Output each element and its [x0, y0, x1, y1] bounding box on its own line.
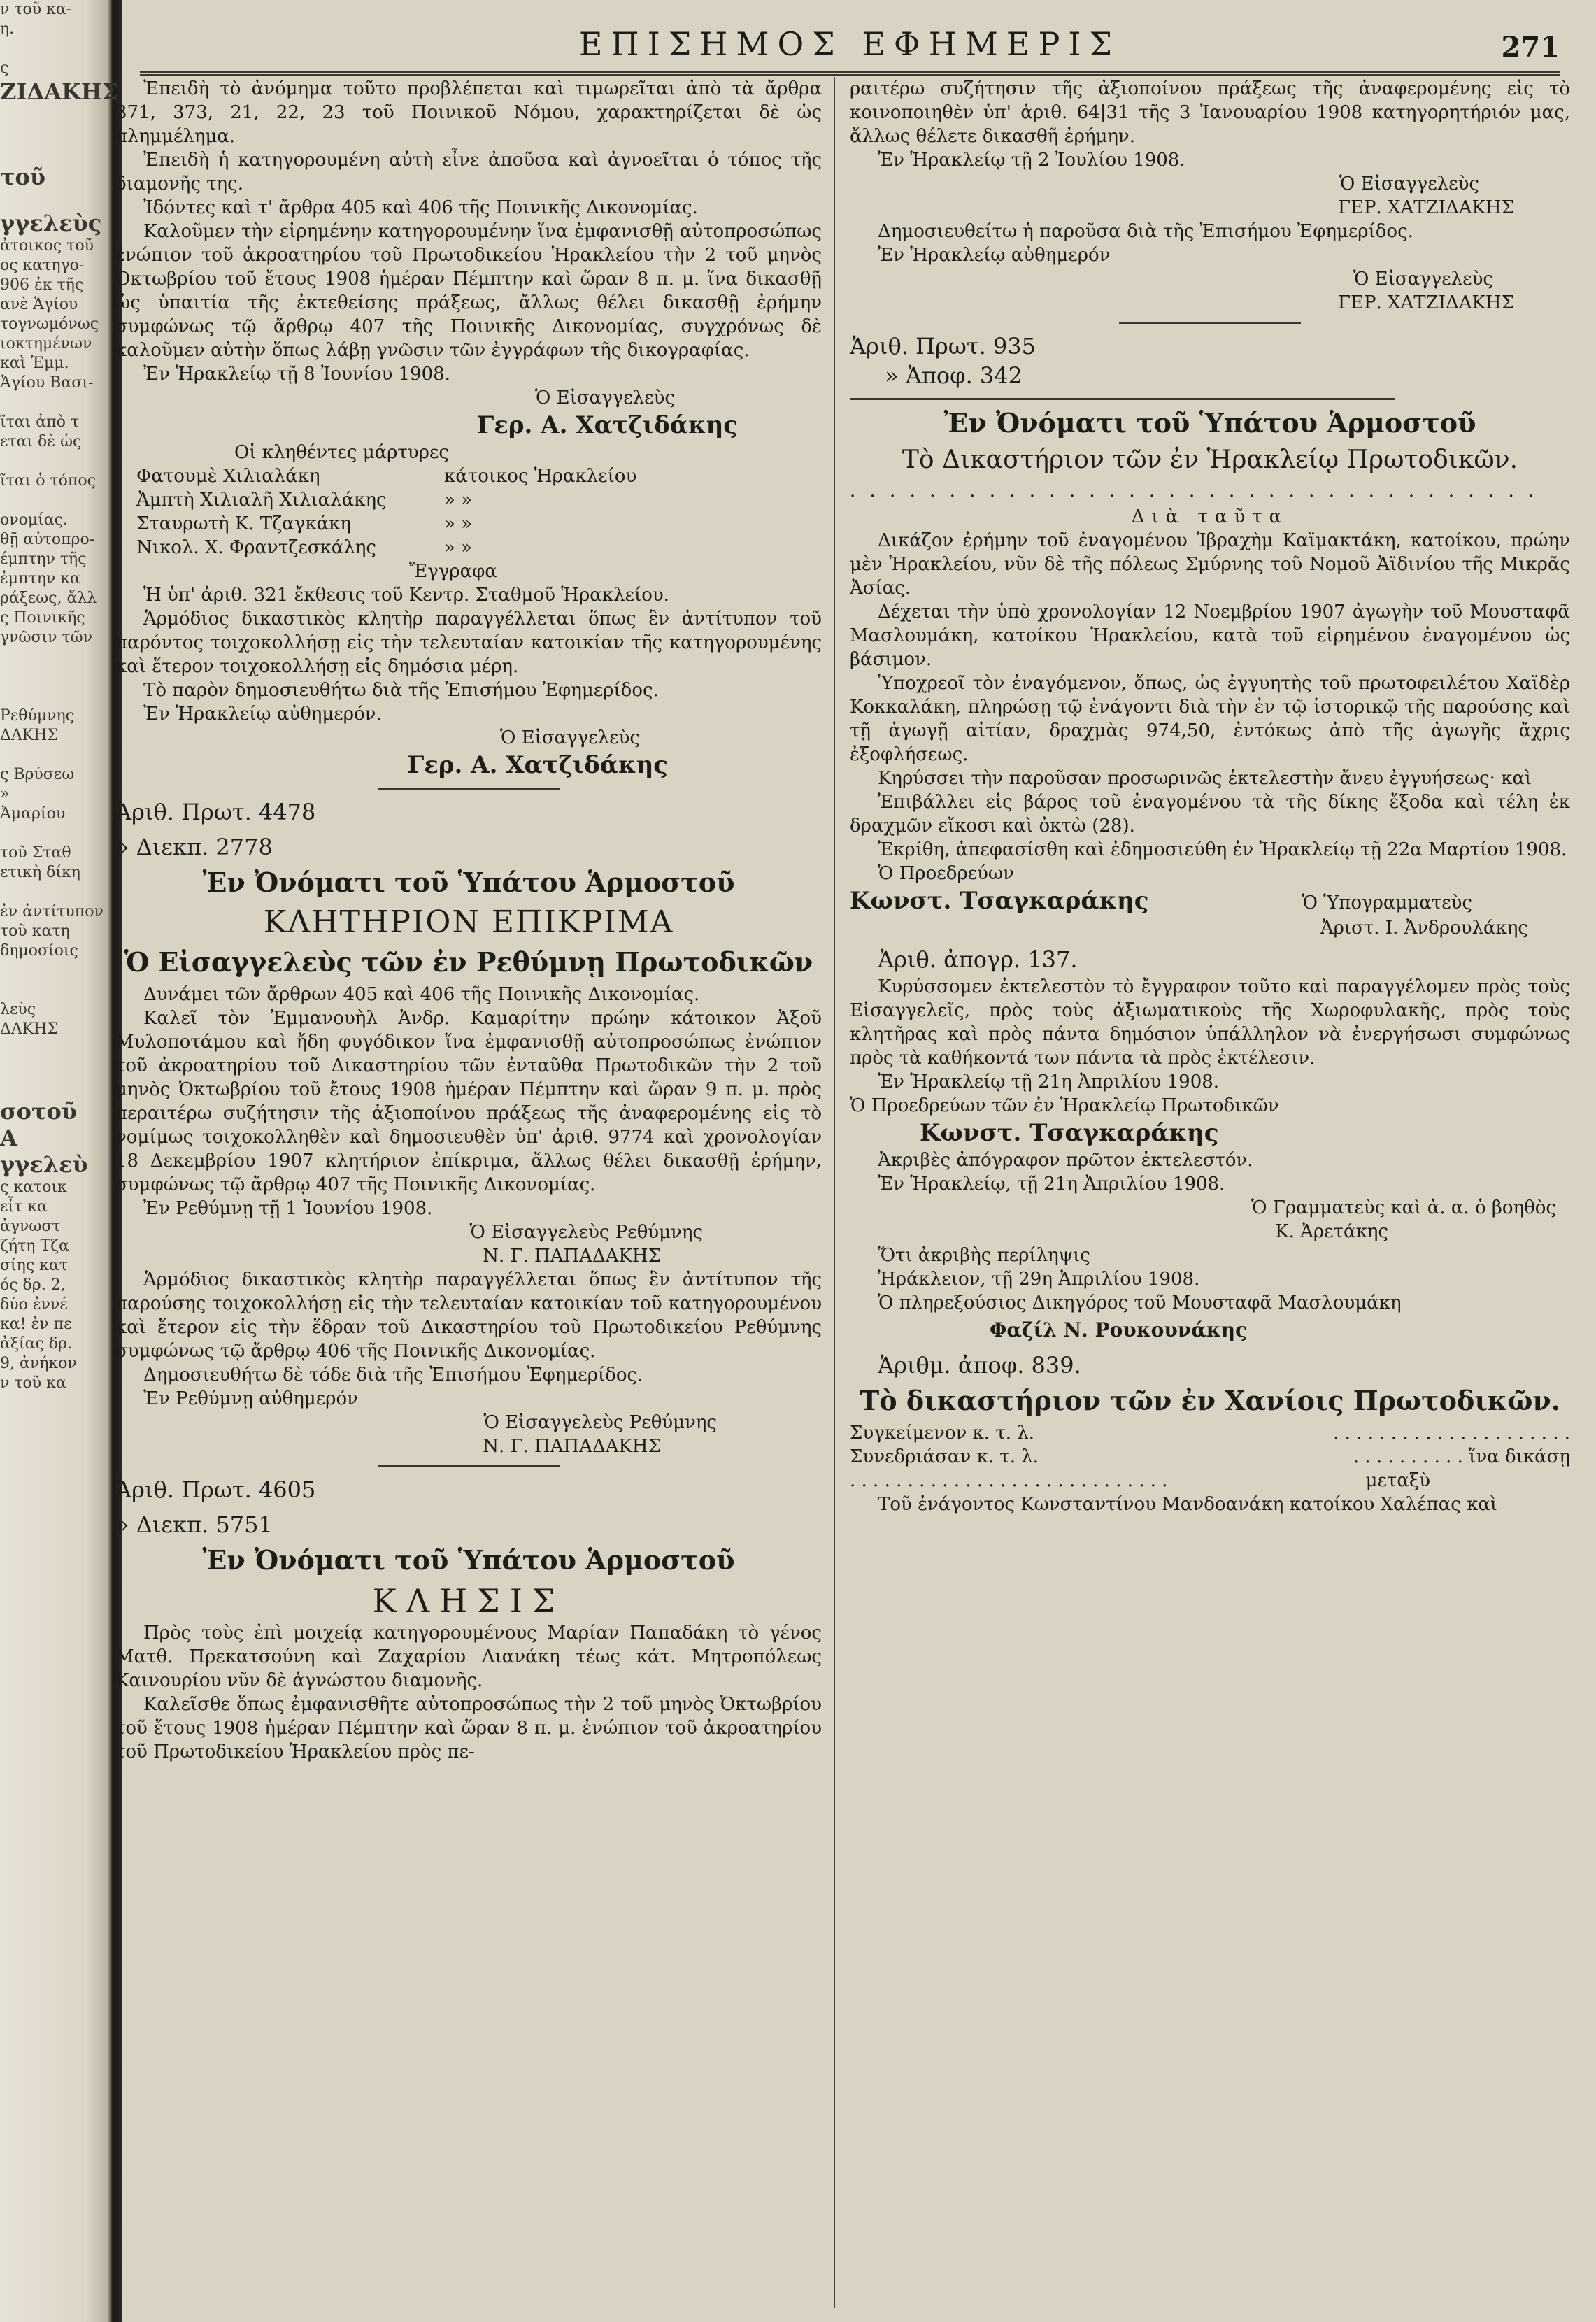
enforcement-number: Ἀριθ. ἀπογρ. 137. [878, 946, 1078, 973]
spine-text-fragment: ζήτη Τζα [0, 1237, 69, 1255]
section-heading: Ἐν Ὀνόματι τοῦ Ὑπάτου Ἁρμοστοῦ [202, 867, 735, 898]
signatory-role: Ὁ Εἰσαγγελεὺς [500, 727, 640, 748]
section-title: ΚΛΗΣΙΣ [372, 1582, 565, 1620]
spine-text-fragment: ἐμπτην κα [0, 570, 80, 587]
paragraph: Καλεῖ τὸν Ἐμμανουὴλ Ἀνδρ. Καμαρίτην πρώην κάτοικον Ἀξοῦ Μυλοποτάμου καὶ ἤδη φυγόδικον ἵνα ἐμφανισθῇ αὐτοπροσώπως ἐνώπιον τοῦ ἀκροατηρίου τοῦ Δικαστηρίου τῶν ἐνταῦθα Πρωτοδικῶν τὴν 2 τοῦ μηνὸς Ὀκτωβρίου τοῦ ἔτους 1908 ἡμέραν Πέμπτην καὶ ὥραν 9 π. μ. πρὸς περαιτέρω συζήτησιν τῆς ἀξιοποίνου πράξεως τῆς ἀναφερομένης εἰς τὸ νομίμως τοιχοκολληθὲν καὶ δημοσιευθὲν ὑπ' ἀριθ. 9774 καὶ χρονολογίαν 18 Δεκεμβρίου 1907 κλητήριον ἐπίκριμα, ἄλλως θέλει δικασθῇ ἐρήμην, συμφώνως τῷ ἄρθρῳ 407 τῆς Ποινικῆς Δικονομίας. [115, 1008, 822, 1195]
signature: Κωνστ. Τσαγκαράκης [850, 887, 1149, 915]
spine-text-fragment [0, 393, 122, 413]
spine-text-fragment: ράξεως, ἄλλ [0, 590, 97, 607]
paragraph: Ἐπειδὴ ἡ κατηγορουμένη αὐτὴ εἶνε ἀποῦσα καὶ ἀγνοεῖται ὁ τόπος τῆς διαμονῆς της. [115, 150, 822, 194]
spine-text-fragment: ς [0, 59, 9, 77]
dateline: Ἐν Ἡρακλείῳ τῇ 21η Ἀπριλίου 1908. [878, 1071, 1220, 1092]
spine-text-fragment: τογνωμόνως [0, 315, 99, 333]
dateline: Ἐν Ἡρακλείῳ, τῇ 21η Ἀπριλίου 1908. [878, 1174, 1225, 1195]
signatory-role: Ὁ Προεδρεύων τῶν ἐν Ἡρακλείῳ Πρωτοδικῶν [850, 1095, 1279, 1116]
publication-title: ΕΠΙΣΗΜΟΣ ΕΦΗΜΕΡΙΣ [578, 25, 1121, 63]
spine-text-fragment: ετικὴ δίκη [0, 864, 80, 881]
spine-text-fragment: ΔΑΚΗΣ [0, 727, 58, 744]
spine-text-fragment [0, 824, 122, 843]
decision-number: » Ἀποφ. 342 [885, 362, 1023, 389]
court-title: Τὸ Δικαστήριον τῶν ἐν Ἡρακλείῳ Πρωτοδικῶν. [902, 446, 1518, 474]
spine-text-fragment: ν τοῦ κα- [0, 1, 72, 18]
page-number: 271 [1501, 31, 1560, 64]
spine-text-fragment [0, 452, 122, 471]
spine-text-fragment: ἀξίας δρ. [0, 1335, 72, 1353]
signature: Φαζίλ Ν. Ρουκουνάκης [990, 1318, 1248, 1341]
documents-entry: Ἡ ὑπ' ἀριθ. 321 ἔκθεσις τοῦ Κεντρ. Σταθμοῦ Ἡρακλείου. [143, 585, 669, 606]
witness-residence: » » [444, 537, 473, 558]
paragraph: Κυρύσσομεν ἐκτελεστὸν τὸ ἔγγραφον τοῦτο καὶ παραγγέλομεν πρὸς τοὺς Εἰσαγγελεῖς, πρὸς τοὺς ἀξιωματικοὺς τῆς Χωροφυλακῆς, πρὸς τοὺς κλητῆρας καὶ πρὸς πάντα δημόσιον ὑπάλληλον νὰ ἐνεργήσωσι συμφώνως πρὸς τὰ καθήκοντά των πάντα τὰ πρὸς ἐκτέλεσιν. [850, 976, 1570, 1069]
paragraph: Δέχεται τὴν ὑπὸ χρονολογίαν 12 Νοεμβρίου 1907 ἀγωγὴν τοῦ Μουσταφᾶ Μασλουμάκη, κατοίκου Ἡρακλείου, κατὰ τοῦ εἰρημένου ἐναγομένου ὡς βάσιμον. [850, 601, 1570, 670]
spine-text-fragment: Ἁγίου Βασι- [0, 374, 94, 392]
witness-row [115, 536, 822, 560]
dateline: Ἐν Ἡρακλείῳ τῇ 2 Ἰουλίου 1908. [878, 150, 1185, 171]
witness-list [115, 464, 822, 560]
decision-number: Ἀριθμ. ἀποφ. 839. [878, 1352, 1081, 1379]
form-text: . . . . . . . . . . ἵνα δικάσῃ [1353, 1446, 1570, 1467]
paragraph: Καλεῖσθε ὅπως ἐμφανισθῆτε αὐτοπροσώπως τὴν 2 τοῦ μηνὸς Ὀκτωβρίου τοῦ ἔτους 1908 ἡμέραν Πέμπτην καὶ ὥραν 8 π. μ. ἐνώπιον τοῦ ἀκροατηρίου τοῦ Πρωτοδικείου Ἡρακλείου πρὸς πε- [115, 1694, 822, 1762]
protocol-number: Ἀριθ. Πρωτ. 4605 [115, 1476, 316, 1503]
spine-text-fragment: ς κατοικ [0, 1178, 67, 1196]
signature: Γερ. Α. Χατζιδάκης [477, 411, 738, 439]
paragraph: Τοῦ ἐνάγοντος Κωνσταντίνου Μανδοανάκη κατοίκου Χαλέπας καὶ [878, 1494, 1498, 1515]
signature: Κωνστ. Τσαγκαράκης [920, 1119, 1219, 1147]
spine-text-fragment [0, 667, 122, 687]
spine-text-fragment: ΖΙΔΑΚΗΣ [0, 78, 118, 105]
spine-text-fragment [0, 105, 122, 124]
spine-text-fragment: ἀγνωστ [0, 1218, 61, 1235]
paragraph: Ἀκριβὲς ἀπόγραφον πρῶτον ἐκτελεστόν. [878, 1150, 1253, 1171]
spine-text-fragment: θῇ αὐτοπρο- [0, 531, 95, 548]
spine-text-fragment: ν τοῦ κα [0, 1374, 66, 1392]
spine-text-fragment [0, 39, 122, 59]
separator-rule [850, 398, 1395, 400]
spine-text-fragment: » [0, 785, 10, 803]
spine-text-fragment [0, 190, 122, 210]
separator-rule [378, 788, 560, 790]
spine-text-fragment: εται δὲ ὡς [0, 433, 82, 450]
witness-residence: » » [444, 513, 473, 534]
spine-text-fragment: γγελεὺς [0, 210, 102, 236]
signature: ΓΕΡ. ΧΑΤΖΙΔΑΚΗΣ [1337, 292, 1514, 313]
witness-heading: Οἱ κληθέντες μάρτυρες [234, 442, 449, 463]
spine-text-fragment: ς Ποινικῆς [0, 609, 85, 627]
signatory-role: Ὁ Εἰσαγγελεὺς [1353, 269, 1493, 290]
spine-text-fragment: Ἀμαρίου [0, 805, 66, 822]
paragraph: Ἁρμόδιος δικαστικὸς κλητὴρ παραγγέλλεται ὅπως ἓν ἀντίτυπον τῆς παρούσης τοιχοκολλήσῃ εἰς τὴν τελευταίαν κατοικίαν τοῦ κατηγορουμένου καὶ ἕτερον εἰς τὴν ἕδραν τοῦ Δικαστηρίου τοῦ Πρωτοδικείου Ρεθύμνης συμφώνως τῷ ἄρθρῳ 406 τῆς Ποινικῆς Δικονομίας. [115, 1269, 822, 1362]
court-title: Τὸ δικαστήριον τῶν ἐν Χανίοις Πρωτοδικῶν. [860, 1385, 1560, 1416]
signatory-role: Ὁ Εἰσαγγελεὺς [1339, 173, 1479, 194]
spine-text-fragment: γνῶσιν τῶν [0, 629, 92, 646]
signatory-role: Ὁ Εἰσαγγελεὺς Ρεθύμνης [469, 1222, 703, 1243]
dateline: Ἐν Ἡρακλείῳ τῇ 8 Ἰουνίου 1908. [143, 364, 450, 385]
witness-name: Φατουμὲ Χιλιαλάκη [136, 466, 320, 487]
signature: Ἀριστ. Ι. Ἀνδρουλάκης [1320, 918, 1528, 939]
spine-text-fragment: γγελεὺ [0, 1151, 88, 1178]
spine-text-fragment [0, 1039, 122, 1059]
column-divider [834, 77, 835, 2308]
form-line [850, 1445, 1570, 1469]
protocol-number: Ἀριθ. Πρωτ. 4478 [115, 799, 316, 825]
witness-row [115, 464, 822, 488]
paragraph: Πρὸς τοὺς ἐπὶ μοιχείᾳ κατηγορουμένους Μαρίαν Παπαδάκη τὸ γένος Ματθ. Πρεκατσούνη καὶ Ζαχαρίου Λιανάκη τέως κάτ. Μητροπόλεως Καινουρίου νῦν δὲ ἀγνώστου διαμονῆς. [115, 1623, 822, 1691]
spine-text-fragment [0, 144, 122, 164]
form-line [850, 1421, 1570, 1445]
spine-text-fragment: έμπτην τῆς [0, 550, 87, 568]
spine-text-fragment: τοῦ [0, 164, 46, 190]
dateline: Ἡράκλειον, τῇ 29η Ἀπριλίου 1908. [878, 1269, 1200, 1290]
section-title: ΚΛΗΤΗΡΙΟΝ ΕΠΙΚΡΙΜΑ [263, 904, 674, 940]
witness-row [115, 488, 822, 512]
paragraph: Δημοσιευθείτω ἡ παροῦσα διὰ τῆς Ἐπισήμου Ἐφημερίδος. [878, 221, 1413, 242]
spine-text-fragment [0, 648, 122, 667]
paragraph: Ἐπειδὴ τὸ ἀνόμημα τοῦτο προβλέπεται καὶ τιμωρεῖται ἀπὸ τὰ ἄρθρα 371, 373, 21, 22, 23 τοῦ Ποινικοῦ Νόμου, χαρακτηρίζεται δὲ ὡς πλημμέλημα. [115, 78, 822, 147]
paragraph: Κηρύσσει τὴν παροῦσαν προσωρινῶς ἐκτελεστὴν ἄνευ ἐγγυήσεως· καὶ [878, 768, 1532, 789]
spine-text-fragment: ῖται ὁ τόπος [0, 472, 96, 490]
dispatch-number: » Διεκπ. 5751 [115, 1511, 273, 1538]
signatory-role: Ὁ Εἰσαγγελεὺς Ρεθύμνης [483, 1412, 717, 1433]
spine-text-fragment: δύο ἐννέ [0, 1296, 68, 1313]
spine-text-fragment [0, 961, 122, 981]
spine-text-fragment [0, 687, 122, 706]
signature: Κ. Ἀρετάκης [1275, 1221, 1388, 1242]
paragraph: Ἐκρίθη, ἀπεφασίσθη καὶ ἐδημοσιεύθη ἐν Ἡρακλείῳ τῇ 22α Μαρτίου 1908. [878, 839, 1567, 860]
paragraph: Δικάζον ἐρήμην τοῦ ἐναγομένου Ἰβραχὴμ Καϊμακτάκη, κατοίκου, πρώην μὲν Ἡρακλείου, νῦν δὲ τῆς πόλεως Σμύρνης τοῦ Νομοῦ Ἀϊδινίου τῆς Μικρᾶς Ἀσίας. [850, 530, 1570, 599]
paragraph: Ἰδόντες καὶ τ' ἄρθρα 405 καὶ 406 τῆς Ποινικῆς Δικονομίας. [143, 197, 698, 218]
signature: Ν. Γ. ΠΑΠΑΔΑΚΗΣ [483, 1246, 661, 1267]
spine-text-fragment: ανὲ Ἁγίου [0, 296, 78, 313]
spine-text-fragment: ἐν ἀντίτυπον [0, 903, 104, 920]
spine-text-fragment: εἶτ κα [0, 1198, 48, 1216]
spine-text-fragment: Ρεθύμνης [0, 707, 74, 725]
separator-rule [378, 1465, 560, 1467]
right-column [850, 77, 1570, 1516]
spine-text-fragment: ιοκτημένων [0, 335, 92, 352]
spine-text-fragment: ΔΑΚΗΣ [0, 1020, 58, 1038]
witness-name: Σταυρωτὴ Κ. Τζαγκάκη [136, 513, 351, 534]
paragraph: Τὸ παρὸν δημοσιευθήτω διὰ τῆς Ἐπισήμου Ἐφημερίδος. [143, 680, 659, 701]
spine-text-fragment: ἀτοικος τοῦ [0, 237, 94, 255]
dispatch-number: » Διεκπ. 2778 [115, 834, 273, 860]
dateline: Ἐν Ἡρακλείῳ αὐθημερόν [878, 245, 1111, 266]
spine-text-fragment [0, 491, 122, 511]
spine-text-fragment: ονομίας. [0, 511, 68, 529]
witness-name: Ἀμπτὴ Χιλιαλῆ Χιλιαλάκης [136, 490, 387, 511]
spine-text-fragment: ῖται ἀπὸ τ [0, 413, 79, 431]
spine-text-fragment: δημοσίοις [0, 942, 78, 960]
left-column [115, 77, 822, 1764]
signatory-role: Ὁ Ὑπογραμματεὺς [1302, 892, 1472, 913]
paragraph: Καλοῦμεν τὴν εἰρημένην κατηγορουμένην ἵνα ἐμφανισθῇ αὐτοπροσώπως ἐνώπιον τοῦ ἀκροατηρίου τοῦ Πρωτοδικείου Ἡρακλείου τὴν 2 τοῦ μηνὸς Ὀκτωβρίου τοῦ ἔτους 1908 ἡμέραν Πέμπτην καὶ ὥραν 8 π. μ. ἵνα δικασθῇ ὡς ὑπαιτία τῆς ἐκτεθείσης πράξεως, ἄλλως θέλει δικασθῇ ἐρήμην συμφώνως τῷ ἄρθρῳ 407 τῆς Ποινικῆς Δικονομίας, συγχρόνως δὲ καλοῦμεν αὐτὴν ὅπως λάβῃ γνῶσιν τῶν ἐγγράφων τῆς δικογραφίας. [115, 221, 822, 361]
spine-text-fragment: η. [0, 20, 15, 38]
protocol-number: Ἀριθ. Πρωτ. 935 [850, 333, 1036, 359]
signature-row [850, 885, 1570, 916]
spine-text-fragment [0, 1059, 122, 1078]
spine-text-fragment: ος κατηγο- [0, 257, 85, 274]
signature: Γερ. Α. Χατζιδάκης [407, 751, 668, 779]
spine-text-fragment: ς Βρύσεω [0, 766, 75, 783]
spine-text-fragment [0, 746, 122, 765]
paragraph: Δημοσιευθήτω δὲ τόδε διὰ τῆς Ἐπισήμου Ἐφημερίδος. [143, 1365, 643, 1386]
dateline: Ἐν Ρεθύμνῃ αὐθημερόν [143, 1388, 358, 1409]
dateline: Ἐν Ἡρακλείῳ αὐθημερόν. [143, 704, 382, 725]
spine-text-fragment: 906 ἐκ τῆς [0, 276, 84, 294]
spine-text-fragment: 9, ἀνήκον [0, 1355, 77, 1372]
spine-text-fragment: σίης κατ [0, 1257, 68, 1274]
adjacent-page-fragment [0, 0, 122, 2322]
paragraph: Ὅτι ἀκριβὴς περίληψις [878, 1245, 1090, 1266]
spine-text-fragment [0, 981, 122, 1000]
spine-text-fragment: λεὺς [0, 1001, 36, 1018]
section-subtitle: Ὁ Εἰσαγγελεὺς τῶν ἐν Ρεθύμνῃ Πρωτοδικῶν [124, 946, 813, 978]
spine-text-fragment [0, 883, 122, 902]
spine-text-fragment: σοτοῦ [0, 1098, 78, 1125]
form-line [850, 1469, 1570, 1493]
omission-dots: . . . . . . . . . . . . . . . . . . . . . [1333, 1423, 1570, 1444]
separator-rule [1119, 322, 1301, 324]
section-heading: Ἐν Ὀνόματι τοῦ Ὑπάτου Ἁρμοστοῦ [943, 407, 1476, 439]
paragraph: Ἐπιβάλλει εἰς βάρος τοῦ ἐναγομένου τὰ τῆς δίκης ἔξοδα καὶ τέλη ἐκ δραχμῶν εἴκοσι καὶ ὀκτὼ (28). [850, 792, 1570, 836]
spine-text-fragment: κα! ἐν πε [0, 1316, 72, 1333]
paragraph: ραιτέρω συζήτησιν τῆς ἀξιοποίνου πράξεως τῆς ἀναφερομένης εἰς τὸ κοινοποιηθὲν ὑπ' ἀριθ. 64|31 τῆς 3 Ἰανουαρίου 1908 κατηγορητήριόν μας, ἄλλως θέλετε δικασθῆ ἐρήμην. [850, 78, 1570, 147]
signatory-role: Ὁ Εἰσαγγελεὺς [535, 387, 675, 408]
signatory-role: Ὁ Γραμματεὺς καὶ ἀ. α. ὁ βοηθὸς [1251, 1197, 1556, 1218]
form-label: Συνεδριάσαν κ. τ. λ. [850, 1446, 1039, 1467]
paragraph: Ὑποχρεοῖ τὸν ἐναγόμενον, ὅπως, ὡς ἐγγυητὴς τοῦ πρωτοφειλέτου Χαϊδὲρ Κοκκαλάκη, πληρώσῃ τῷ ἐνάγοντι διὰ τὴν ἐν τῷ ἱστορικῷ τῆς παρούσης καὶ τῇ ἀγωγῇ αἰτίαν, δραχμὰς 974,50, ἐντόκως ἀπὸ τῆς ἀγωγῆς ἄχρις ἐξοφλήσεως. [850, 673, 1570, 765]
spine-text-fragment: καὶ Ἐμμ. [0, 355, 69, 372]
paragraph: Ἁρμόδιος δικαστικὸς κλητὴρ παραγγέλλεται ὅπως ἓν ἀντίτυπον τοῦ παρόντος τοιχοκολλήσῃ εἰς τὴν τελευταίαν κατοικίαν τῆς κατηγορουμένης καὶ ἕτερον τοιχοκολλήσῃ εἰς δημόσια μέρη. [115, 608, 822, 677]
section-label: Διὰ ταῦτα [1131, 506, 1289, 527]
spine-text-fragment [0, 1078, 122, 1098]
spine-text-fragment [0, 124, 122, 144]
signature: Ν. Γ. ΠΑΠΑΔΑΚΗΣ [483, 1436, 661, 1457]
omission-dots: . . . . . . . . . . . . . . . . . . . . . . . . . . . . . . . . . . . [850, 480, 1539, 501]
paragraph: Δυνάμει τῶν ἄρθρων 405 καὶ 406 τῆς Ποινικῆς Δικονομίας. [143, 984, 700, 1005]
page-header [140, 21, 1560, 76]
witness-residence: κάτοικος Ἡρακλείου [444, 466, 637, 487]
spine-text-fragment: Α [0, 1125, 17, 1151]
witness-residence: » » [444, 490, 473, 511]
dateline: Ἐν Ρεθύμνῃ τῇ 1 Ἰουνίου 1908. [143, 1198, 433, 1219]
documents-heading: Ἔγγραφα [409, 561, 497, 582]
spine-text-fragment: ός δρ. 2, [0, 1276, 66, 1294]
omission-dots: . . . . . . . . . . . . . . . . . . . . . . . . . . . . [850, 1470, 1168, 1491]
form-text: μεταξὺ [1365, 1470, 1430, 1491]
section-heading: Ἐν Ὀνόματι τοῦ Ὑπάτου Ἁρμοστοῦ [202, 1544, 735, 1576]
signatory-role: Ὁ πληρεξούσιος Δικηγόρος τοῦ Μουσταφᾶ Μασλουμάκη [878, 1292, 1402, 1313]
signatory-role: Ὁ Προεδρεύων [878, 863, 1014, 884]
form-label: Συγκείμενον κ. τ. λ. [850, 1423, 1034, 1444]
spine-text-fragment: τοῦ Σταθ [0, 844, 71, 862]
spine-text-fragment: τοῦ κατη [0, 923, 70, 940]
witness-name: Νικολ. Χ. Φραντζεσκάλης [136, 537, 376, 558]
signature: ΓΕΡ. ΧΑΤΖΙΔΑΚΗΣ [1337, 197, 1514, 218]
witness-row [115, 512, 822, 536]
